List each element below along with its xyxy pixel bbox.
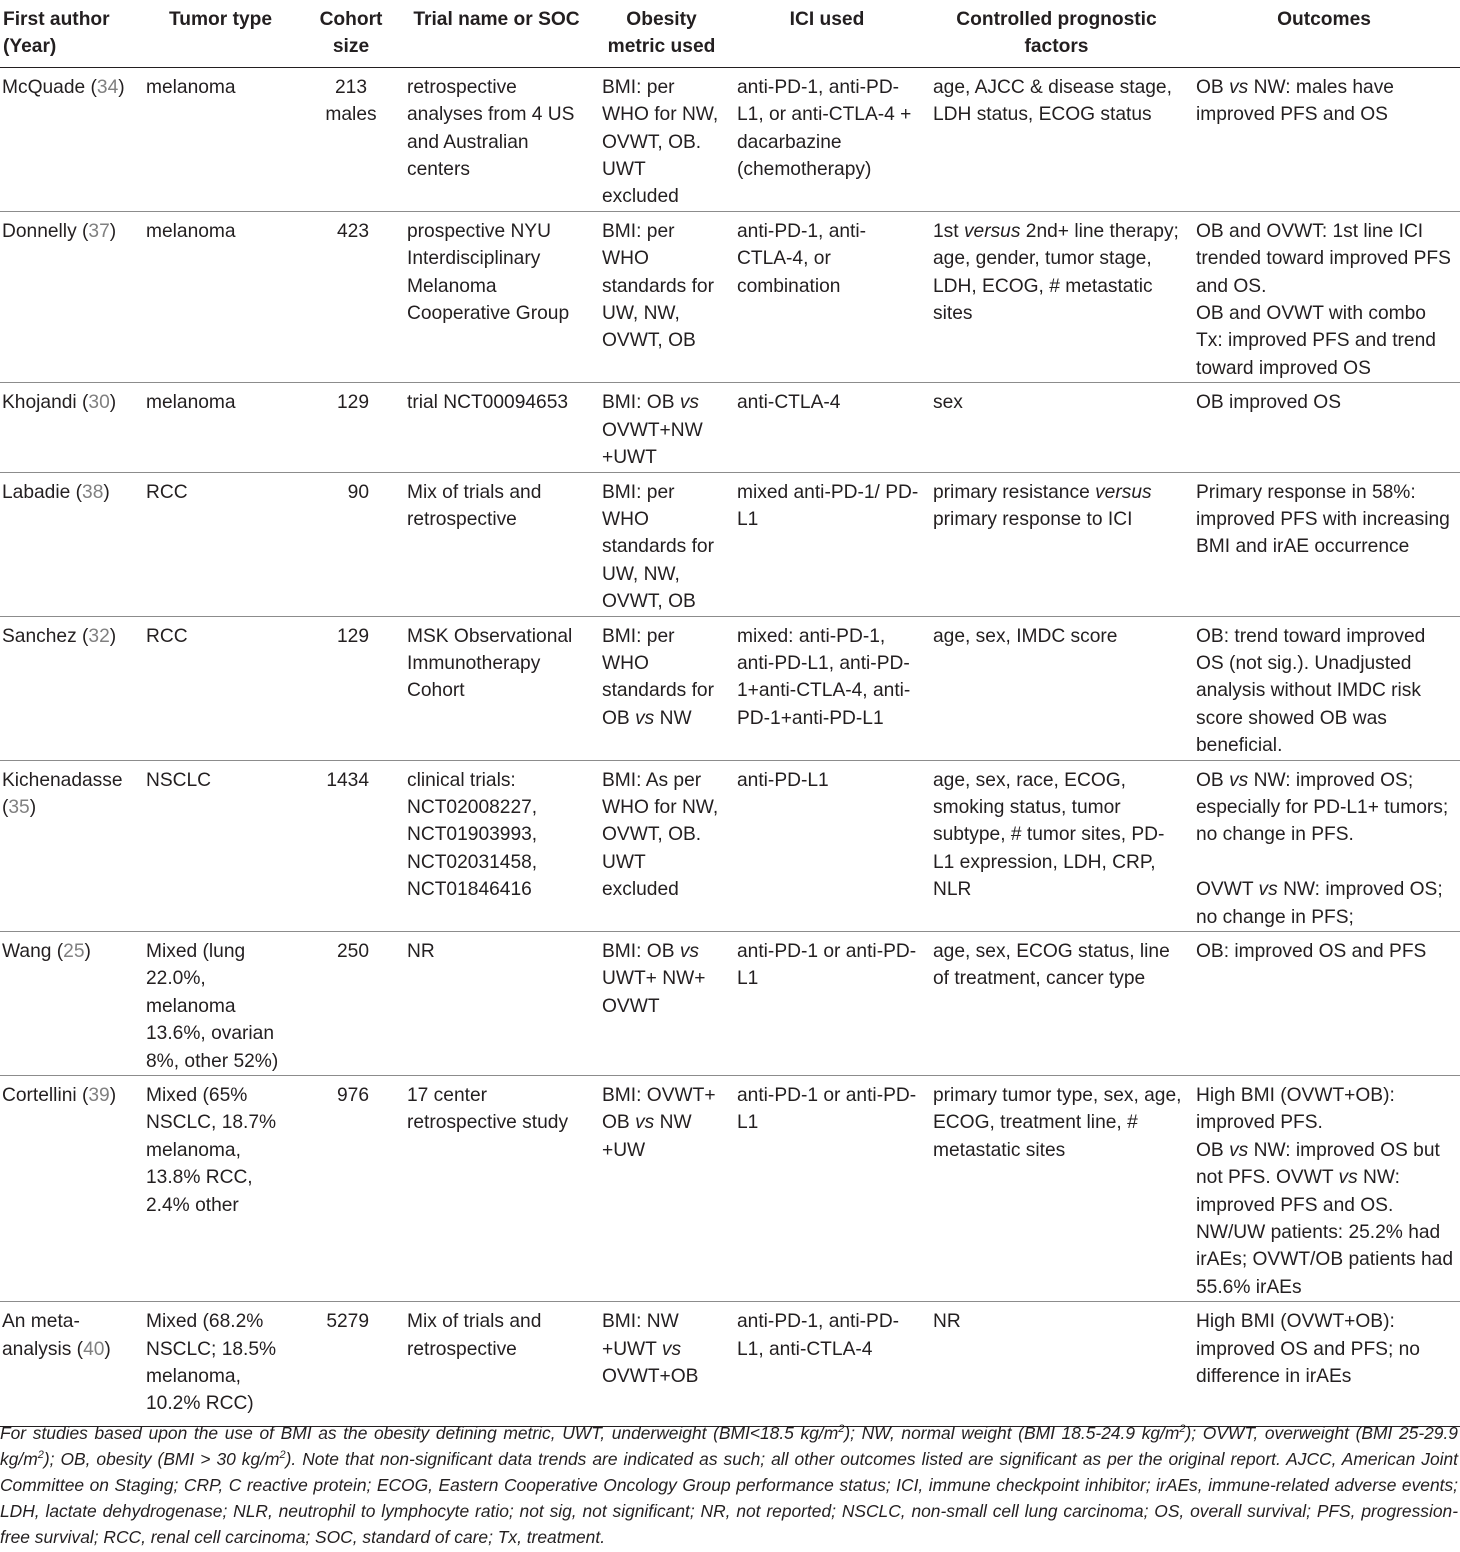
- outcomes-cell: OB: trend toward improved OS (not sig.). Unadjusted analysis without IMDC risk score showed OB was beneficial.: [1188, 616, 1460, 760]
- tumor-cell: RCC: [138, 616, 303, 760]
- cohort-cell: 1434: [303, 760, 399, 931]
- metric-italic: vs: [679, 940, 700, 962]
- factors-cell: NR: [925, 1302, 1188, 1427]
- factors-text: 2nd+ line therapy; age, gender, tumor stage, LDH, ECOG, # metastatic sites: [933, 220, 1179, 325]
- factors-italic: versus: [1095, 481, 1152, 503]
- cohort-cell: 129: [303, 616, 399, 760]
- superscript: 2: [838, 1423, 845, 1436]
- trial-cell: Mix of trials and retrospective: [399, 472, 594, 616]
- author-name: McQuade: [2, 76, 86, 98]
- author-name: An meta-analysis: [2, 1311, 80, 1360]
- footnote-text: ); OVWT, overweight (BMI 25-29.9 kg/m: [0, 1423, 1458, 1469]
- author-cell: Kichenadasse (35): [0, 760, 138, 931]
- author-name: Donnelly: [2, 220, 77, 242]
- table-row: [0, 383, 1460, 472]
- reference-link[interactable]: 32: [88, 625, 110, 647]
- tumor-cell: Mixed (lung 22.0%, melanoma 13.6%, ovarian 8%, other 52%): [138, 931, 303, 1075]
- metric-italic: vs: [635, 1112, 655, 1134]
- outcomes-cell: High BMI (OVWT+OB): improved OS and PFS; no difference in irAEs: [1188, 1302, 1460, 1427]
- metric-text: OVWT+NW +UWT: [602, 419, 703, 469]
- metric-text: BMI: per WHO standards for OB: [602, 625, 714, 729]
- table-row: [0, 616, 1460, 760]
- reference-link[interactable]: 40: [83, 1338, 105, 1360]
- study-table: [0, 6, 1460, 1427]
- trial-cell: retrospective analyses from 4 US and Australian centers: [399, 67, 594, 211]
- factors-cell: primary tumor type, sex, age, ECOG, treatment line, # metastatic sites: [925, 1076, 1188, 1302]
- author-name: Labadie: [2, 481, 71, 503]
- reference-link[interactable]: 25: [63, 940, 85, 962]
- metric-text: BMI: OB: [602, 392, 680, 414]
- trial-cell: prospective NYU Interdisciplinary Melanoma Cooperative Group: [399, 211, 594, 382]
- tumor-cell: Mixed (65% NSCLC, 18.7% melanoma, 13.8% RCC, 2.4% other: [138, 1076, 303, 1302]
- header-outcomes: Outcomes: [1188, 6, 1460, 67]
- author-cell: McQuade (34): [0, 67, 138, 211]
- outcomes-cell: [1188, 1076, 1460, 1302]
- metric-cell: [594, 931, 729, 1075]
- trial-cell: Mix of trials and retrospective: [399, 1302, 594, 1427]
- ici-cell: mixed: anti-PD-1, anti-PD-L1, anti-PD-1+anti-CTLA-4, anti-PD-1+anti-PD-L1: [729, 616, 925, 760]
- author-name: Kichenadasse: [2, 769, 123, 791]
- metric-text: BMI: NW +UWT: [602, 1311, 679, 1360]
- table-row: [0, 760, 1460, 931]
- cohort-cell: 250: [303, 931, 399, 1075]
- ici-cell: anti-PD-1, anti-PD-L1, or anti-CTLA-4 + dacarbazine (chemotherapy): [729, 67, 925, 211]
- tumor-cell: melanoma: [138, 211, 303, 382]
- author-cell: Labadie (38): [0, 472, 138, 616]
- table-row: [0, 1302, 1460, 1427]
- header-cohort-size: Cohort size: [303, 6, 399, 67]
- author-cell: Khojandi (30): [0, 383, 138, 472]
- metric-italic: vs: [661, 1338, 682, 1360]
- author-name: Wang: [2, 940, 52, 962]
- header-row: [0, 6, 1460, 67]
- factors-cell: [925, 211, 1188, 382]
- cohort-cell: 213 males: [303, 67, 399, 211]
- outcomes-cell: OB improved OS: [1188, 383, 1460, 472]
- cohort-cell: 90: [303, 472, 399, 616]
- author-cell: Sanchez (32): [0, 616, 138, 760]
- table-row: [0, 1076, 1460, 1302]
- outcomes-text: High BMI (OVWT+OB): improved PFS.: [1196, 1085, 1395, 1134]
- table-row: [0, 931, 1460, 1075]
- header-first-author: First author (Year): [0, 6, 138, 67]
- author-cell: Donnelly (37): [0, 211, 138, 382]
- factors-text: primary response to ICI: [933, 508, 1133, 530]
- cohort-cell: 5279: [303, 1302, 399, 1427]
- header-ici-used: ICI used: [729, 6, 925, 67]
- ici-cell: anti-PD-1, anti-CTLA-4, or combination: [729, 211, 925, 382]
- outcomes-text: OVWT vs NW: improved OS; no change in PFS;: [1196, 879, 1443, 928]
- outcomes-text: OB and OVWT: 1st line ICI trended toward improved PFS and OS.: [1196, 220, 1451, 297]
- metric-cell: [594, 383, 729, 472]
- outcomes-cell: Primary response in 58%: improved PFS with increasing BMI and irAE occurrence: [1188, 472, 1460, 616]
- outcomes-cell: [1188, 760, 1460, 931]
- tumor-cell: RCC: [138, 472, 303, 616]
- paragraph-gap: [1196, 849, 1456, 876]
- tumor-cell: melanoma: [138, 383, 303, 472]
- metric-cell: [594, 616, 729, 760]
- metric-cell: BMI: per WHO standards for UW, NW, OVWT, OB: [594, 211, 729, 382]
- metric-text: OVWT+OB: [602, 1366, 699, 1388]
- factors-cell: age, sex, ECOG status, line of treatment, cancer type: [925, 931, 1188, 1075]
- factors-text: primary resistance: [933, 481, 1096, 503]
- superscript: 2: [37, 1449, 44, 1462]
- ici-cell: anti-PD-1, anti-PD-L1, anti-CTLA-4: [729, 1302, 925, 1427]
- trial-cell: clinical trials: NCT02008227, NCT01903993, NCT02031458, NCT01846416: [399, 760, 594, 931]
- tumor-cell: melanoma: [138, 67, 303, 211]
- factors-cell: sex: [925, 383, 1188, 472]
- ici-cell: mixed anti-PD-1/ PD-L1: [729, 472, 925, 616]
- superscript: 2: [279, 1449, 286, 1462]
- metric-text: NW: [654, 707, 692, 729]
- author-cell: Cortellini (39): [0, 1076, 138, 1302]
- author-cell: Wang (25): [0, 931, 138, 1075]
- header-tumor-type: Tumor type: [138, 6, 303, 67]
- factors-cell: age, sex, race, ECOG, smoking status, tumor subtype, # tumor sites, PD-L1 expression, LDH, CRP, NLR: [925, 760, 1188, 931]
- table-footnote: [0, 1420, 1458, 1550]
- metric-text: UWT+ NW+ OVWT: [602, 968, 706, 1017]
- footnote-text: For studies based upon the use of BMI as the obesity defining metric, UWT, underweight (BMI<18.5 kg/m: [0, 1423, 839, 1443]
- ici-cell: anti-PD-L1: [729, 760, 925, 931]
- metric-cell: BMI: per WHO for NW, OVWT, OB. UWT excluded: [594, 67, 729, 211]
- trial-cell: NR: [399, 931, 594, 1075]
- metric-text: NW +UW: [602, 1112, 692, 1161]
- trial-cell: 17 center retrospective study: [399, 1076, 594, 1302]
- footnote-text: ); NW, normal weight (BMI 18.5-24.9 kg/m: [844, 1423, 1180, 1443]
- superscript: 2: [1179, 1423, 1186, 1436]
- reference-link[interactable]: 30: [88, 392, 110, 414]
- metric-cell: BMI: per WHO standards for UW, NW, OVWT, OB: [594, 472, 729, 616]
- footnote-text: ); OB, obesity (BMI > 30 kg/m: [43, 1449, 280, 1469]
- metric-italic: vs: [635, 707, 655, 729]
- outcomes-cell: [1188, 211, 1460, 382]
- reference-link[interactable]: 39: [88, 1085, 110, 1107]
- ici-cell: anti-PD-1 or anti-PD-L1: [729, 1076, 925, 1302]
- metric-cell: [594, 1076, 729, 1302]
- header-prognostic-factors: Controlled prognostic factors: [925, 6, 1188, 67]
- cohort-cell: 423: [303, 211, 399, 382]
- metric-italic: vs: [679, 392, 700, 414]
- trial-cell: MSK Observational Immunotherapy Cohort: [399, 616, 594, 760]
- tumor-cell: NSCLC: [138, 760, 303, 931]
- footnote-text: ). Note that non-significant data trends are indicated as such; all other outcomes listed are significant as per the original report. AJCC, American Joint Committee on Staging; CRP, C reactive protein; ECOG, Eastern Cooperative Oncology Group performance status; ICI, immune checkpoint inhibitor; irAEs, immune-related adverse events; LDH, lactate dehydrogenase; NLR, neutrophil to lymphocyte ratio; not sig, not significant; NR, not reported; NSCLC, non-small cell lung carcinoma; OS, overall survival; PFS, progression-free survival; RCC, renal cell carcinoma; SOC, standard of care; Tx, treatment.: [0, 1449, 1458, 1547]
- cohort-cell: 976: [303, 1076, 399, 1302]
- factors-text: 1st: [933, 220, 964, 242]
- ici-cell: anti-PD-1 or anti-PD-L1: [729, 931, 925, 1075]
- table-row: [0, 67, 1460, 211]
- outcomes-text: OB vs NW: improved OS; especially for PD-L1+ tumors; no change in PFS.: [1196, 769, 1449, 846]
- reference-link[interactable]: 34: [96, 76, 119, 98]
- table-row: [0, 211, 1460, 382]
- metric-text: BMI: OB: [602, 940, 680, 962]
- factors-cell: age, sex, IMDC score: [925, 616, 1188, 760]
- outcomes-text: OB and OVWT with combo Tx: improved PFS and trend toward improved OS: [1196, 303, 1436, 379]
- outcomes-text: NW/UW patients: 25.2% had irAEs; OVWT/OB patients had 55.6% irAEs: [1196, 1222, 1453, 1298]
- factors-italic: versus: [963, 220, 1021, 242]
- table-row: [0, 472, 1460, 616]
- reference-link[interactable]: 38: [82, 481, 104, 503]
- metric-cell: [594, 1302, 729, 1427]
- author-name: Sanchez: [2, 625, 77, 647]
- trial-cell: trial NCT00094653: [399, 383, 594, 472]
- author-name: Khojandi: [2, 392, 77, 414]
- factors-cell: age, AJCC & disease stage, LDH status, ECOG status: [925, 67, 1188, 211]
- metric-cell: BMI: As per WHO for NW, OVWT, OB. UWT excluded: [594, 760, 729, 931]
- factors-cell: [925, 472, 1188, 616]
- header-obesity-metric: Obesity metric used: [594, 6, 729, 67]
- cohort-cell: 129: [303, 383, 399, 472]
- outcomes-cell: OB vs NW: males have improved PFS and OS: [1188, 67, 1460, 211]
- reference-link[interactable]: 35: [8, 796, 30, 818]
- outcomes-text: OB vs NW: improved OS but not PFS. OVWT vs NW: improved PFS and OS.: [1196, 1139, 1440, 1216]
- ici-cell: anti-CTLA-4: [729, 383, 925, 472]
- reference-link[interactable]: 37: [88, 220, 110, 242]
- author-cell: An meta-analysis (40): [0, 1302, 138, 1427]
- author-name: Cortellini: [2, 1085, 77, 1107]
- outcomes-cell: OB: improved OS and PFS: [1188, 931, 1460, 1075]
- metric-text: BMI: OVWT+ OB: [602, 1085, 716, 1134]
- header-trial-name: Trial name or SOC: [399, 6, 594, 67]
- tumor-cell: Mixed (68.2% NSCLC; 18.5% melanoma, 10.2% RCC): [138, 1302, 303, 1427]
